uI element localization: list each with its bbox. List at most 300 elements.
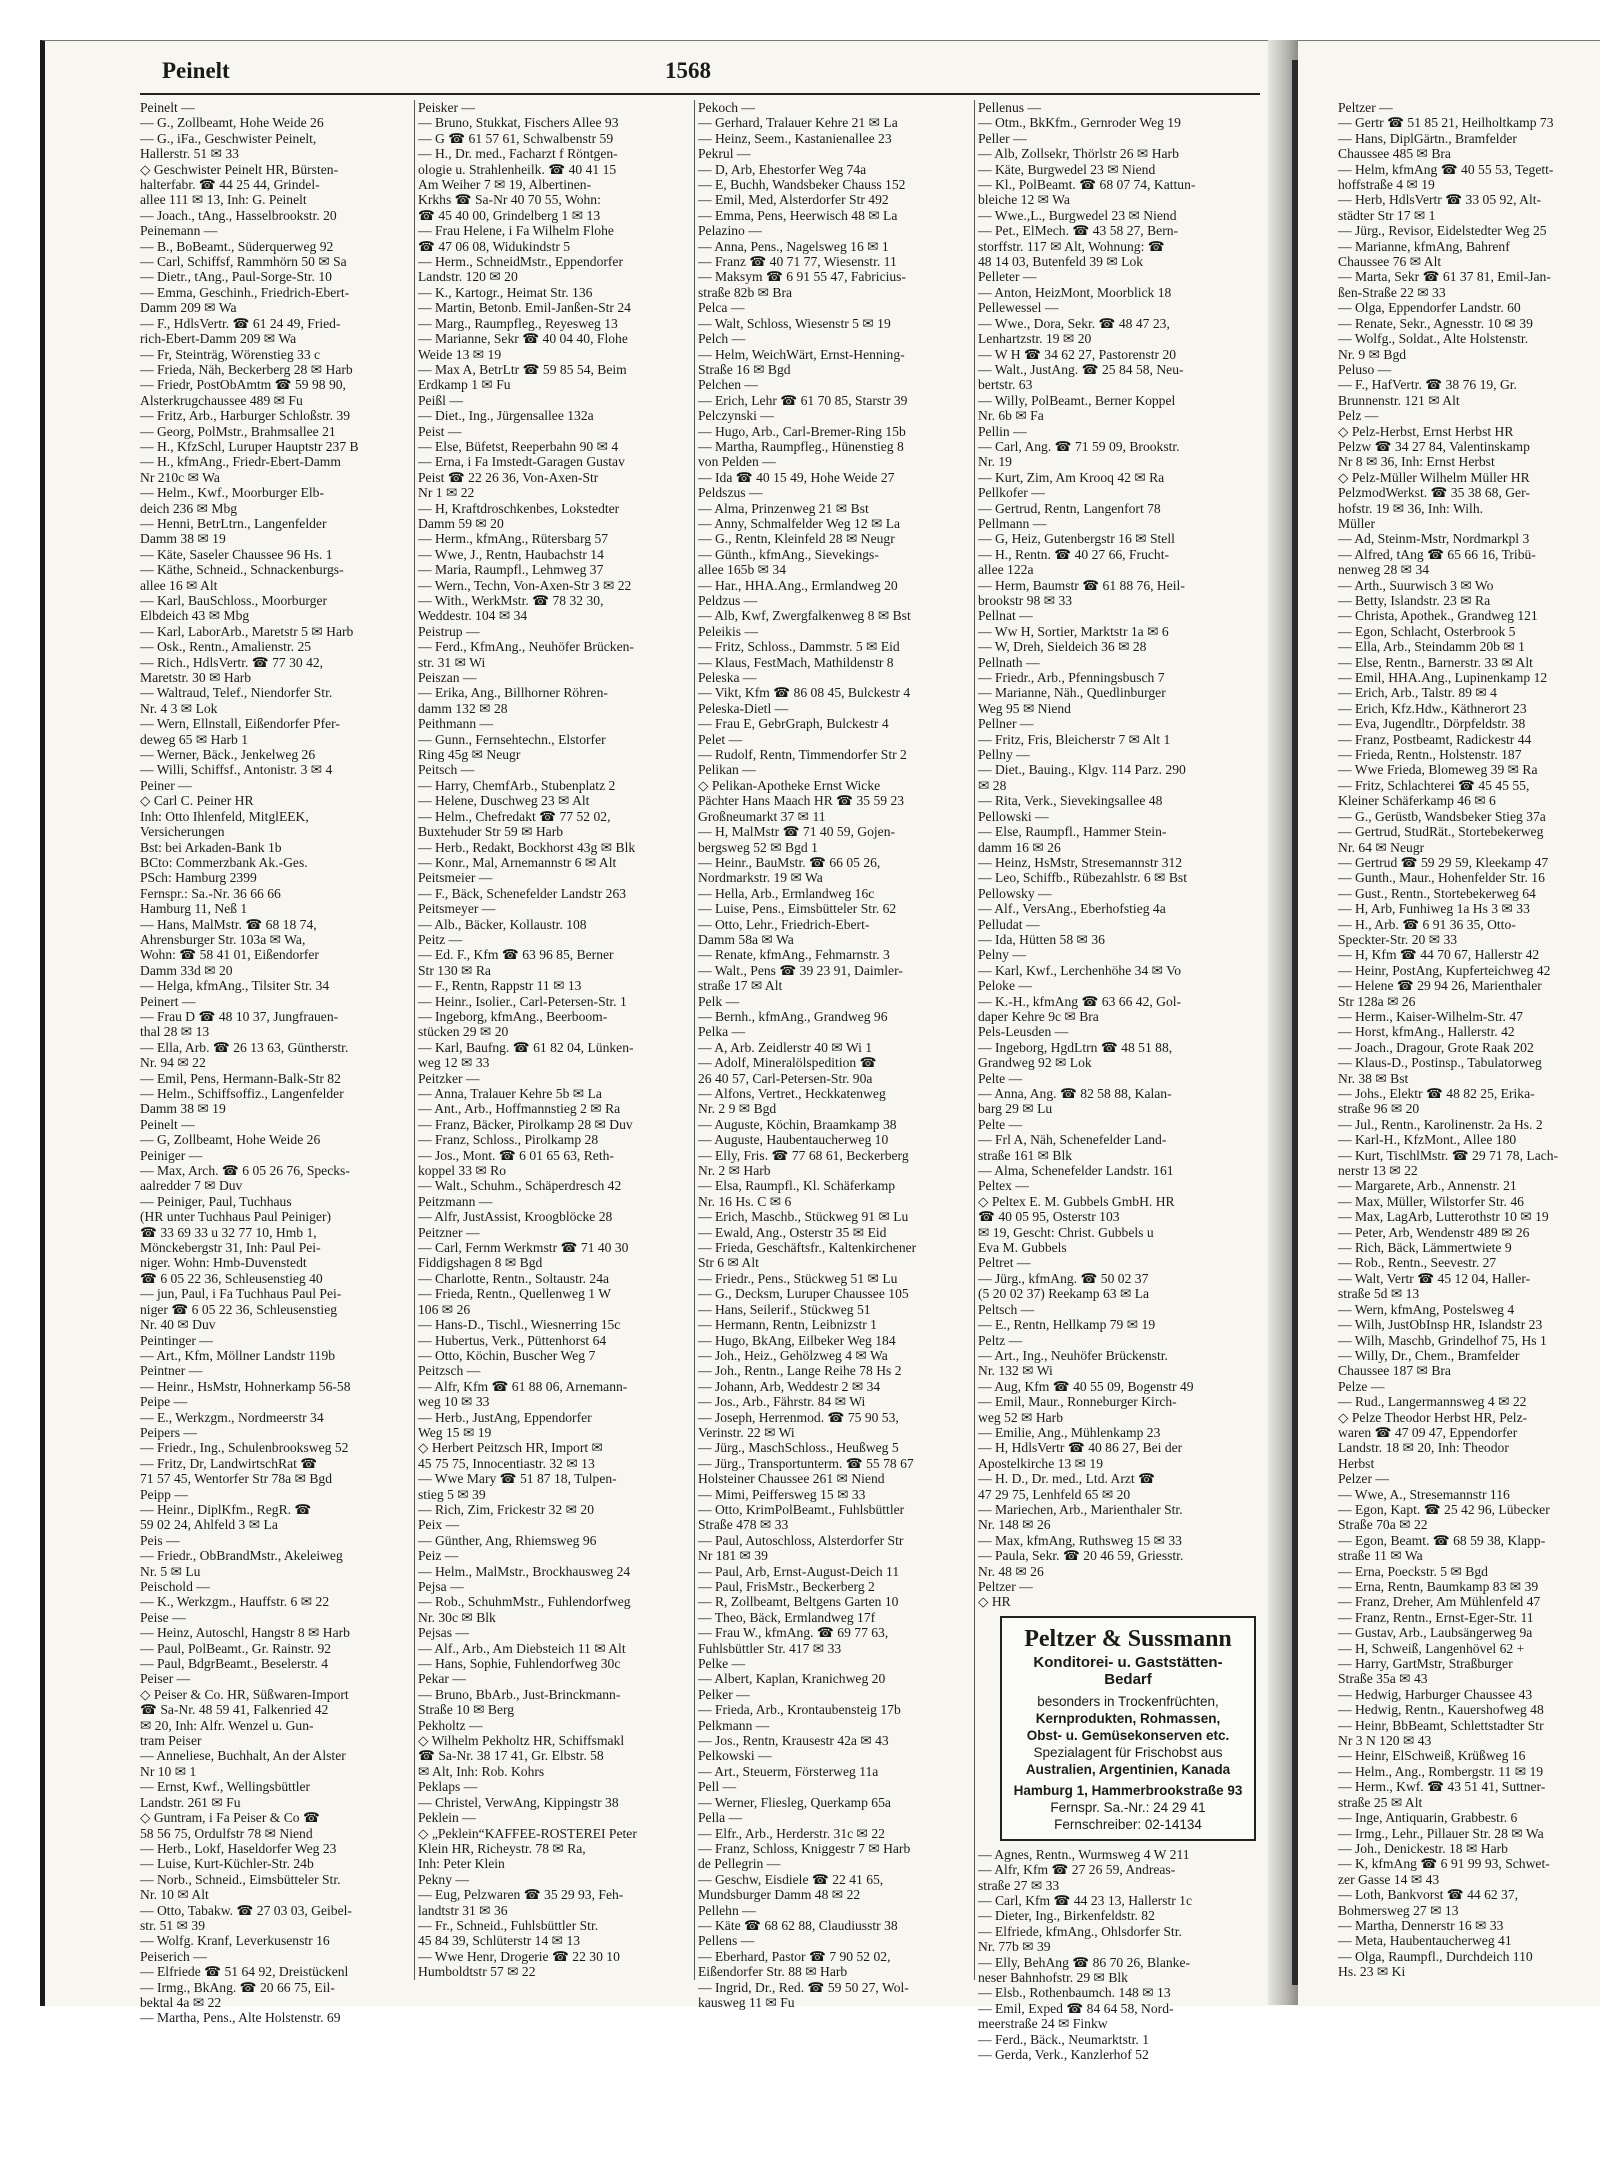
directory-entry-line: — H., Arb. ☎ 6 91 36 35, Otto- (1338, 916, 1516, 932)
directory-entry-line: (HR unter Tuchhaus Paul Peiniger) (140, 1209, 332, 1225)
directory-entry-line: — Fritz, Dr, LandwirtschRat ☎ (140, 1455, 318, 1471)
directory-entry-line: — Ad, Steinm-Mstr, Nordmarkpl 3 (1338, 531, 1530, 547)
directory-entry-line: — Luise, Kurt-Küchler-Str. 24b (140, 1856, 314, 1872)
directory-entry-line: ◇ Herbert Peitzsch HR, Import ✉ (418, 1440, 603, 1456)
directory-entry-line: — Gust., Rentn., Stortebekerweg 64 (1338, 885, 1536, 901)
directory-entry-line: Pelkmann — (698, 1717, 770, 1733)
directory-entry-line: Landstr. 261 ✉ Fu (140, 1794, 241, 1810)
directory-entry-line: — Gerda, Verk., Kanzlerhof 52 (978, 2047, 1149, 2063)
directory-entry-line: kausweg 11 ✉ Fu (698, 1994, 795, 2010)
directory-entry-line: — Ella, Arb., Steindamm 20b ✉ 1 (1338, 639, 1525, 655)
directory-entry-line: — Henni, BetrLtrn., Langenfelder (140, 515, 327, 531)
directory-entry-line: niger ☎ 6 05 22 36, Schleusenstieg (140, 1301, 338, 1317)
directory-entry-line: — Art., Ing., Neuhöfer Brückenstr. (978, 1347, 1168, 1363)
header-rule (140, 93, 1260, 95)
directory-entry-line: — Franz, Schloss., Pirolkamp 28 (418, 1132, 599, 1148)
directory-entry-line: — Friedr., ObBrandMstr., Akeleiweg (140, 1548, 343, 1564)
directory-entry-line: — Paula, Sekr. ☎ 20 46 59, Griesstr. (978, 1548, 1184, 1564)
directory-entry-line: — Else, Büfetst, Reeperbahn 90 ✉ 4 (418, 438, 619, 454)
directory-entry-line: Peitzner — (418, 1224, 480, 1240)
directory-entry-line: Nr. 40 ✉ Duv (140, 1317, 216, 1333)
directory-entry-line: — H, HdlsVertr ☎ 40 86 27, Bei der (978, 1440, 1183, 1456)
directory-entry-line: — Carl, Schiffsf, Rammhörn 50 ✉ Sa (140, 254, 347, 270)
directory-entry-line: — Alf., Arb., Am Diebsteich 11 ✉ Alt (418, 1640, 626, 1656)
directory-entry-line: straße 82b ✉ Bra (698, 284, 793, 300)
directory-entry-line: — Emma, Geschinh., Friedrich-Ebert- (140, 284, 350, 300)
directory-entry-line: — Osk., Rentn., Amalienstr. 25 (140, 639, 312, 655)
directory-entry-line: — Herb., Lokf, Haseldorfer Weg 23 (140, 1840, 337, 1856)
directory-entry-line: — Emma, Pens, Heerwisch 48 ✉ La (698, 207, 898, 223)
directory-entry-line: — Peter, Arb, Wendenstr 489 ✉ 26 (1338, 1224, 1530, 1240)
running-head-name: Peinelt (162, 58, 230, 83)
directory-entry-line: Peipers — (140, 1424, 198, 1440)
directory-entry-line: — F., Rentn, Rappstr 11 ✉ 13 (418, 978, 582, 994)
directory-entry-line: allee 165b ✉ 34 (698, 562, 787, 578)
directory-entry-line: — Gunth., Maur., Hohenfelder Str. 16 (1338, 870, 1545, 886)
directory-entry-line: Elbdeich 43 ✉ Mbg (140, 608, 250, 624)
directory-entry-line: — Otm., BkKfm., Gernroder Weg 19 (978, 115, 1181, 131)
directory-entry-line: daper Kehre 9c ✉ Bra (978, 1008, 1099, 1024)
directory-entry-line: Nr 10 ✉ 1 (140, 1763, 197, 1779)
directory-entry-line: — H., KfzSchl, Luruper Hauptstr 237 B (140, 438, 359, 454)
directory-entry-line: Erdkamp 1 ✉ Fu (418, 377, 511, 393)
directory-entry-line: Str 130 ✉ Ra (418, 962, 491, 978)
directory-entry-line: — Heinr., BauMstr. ☎ 66 05 26, (698, 854, 881, 870)
directory-entry-line: Müller (1338, 515, 1375, 531)
directory-entry-line: Peinelt — (140, 100, 195, 115)
directory-entry-line: — Ingrid, Dr., Red. ☎ 59 50 27, Wol- (698, 1979, 909, 1995)
directory-entry-line: — H., Dr. med., Facharzt f Röntgen- (418, 146, 618, 162)
directory-entry-line: — G., iFa., Geschwister Peinelt, (140, 130, 317, 146)
directory-entry-line: Nr. 48 ✉ 26 (978, 1563, 1044, 1579)
directory-entry-line: Peithmann — (418, 716, 494, 732)
directory-entry-line: — Paul, PolBeamt., Gr. Rainstr. 92 (140, 1640, 332, 1656)
column-rule (414, 100, 415, 1980)
ad-line: Spezialagent für Frischobst aus (1033, 1744, 1223, 1760)
directory-entry-line: Straße 478 ✉ 33 (698, 1517, 789, 1533)
directory-entry-line: — Karl, BauSchloss., Moorburger (140, 593, 328, 608)
directory-entry-line: Peltret — (978, 1255, 1031, 1271)
directory-entry-line: neser Bahnhofstr. 29 ✉ Blk (978, 1970, 1128, 1986)
directory-entry-line: Straße 35a ✉ 43 (1338, 1671, 1428, 1687)
directory-entry-line: Apostelkirche 13 ✉ 19 (978, 1455, 1104, 1471)
directory-entry-line: — Max A, BetrLtr ☎ 59 85 54, Beim (418, 361, 627, 377)
directory-entry-line: ◇ „Peklein“KAFFEE-ROSTEREI Peter (418, 1825, 637, 1841)
directory-entry-line: — Wilh, JustObInsp HR, Islandstr 23 (1338, 1317, 1543, 1333)
directory-entry-line: — Max, Arch. ☎ 6 05 26 76, Specks- (140, 1163, 350, 1179)
ad-title: Peltzer & Sussmann (1024, 1625, 1232, 1652)
directory-entry-line: — Gerhard, Tralauer Kehre 21 ✉ La (698, 115, 898, 131)
directory-entry-line: — Egon, Schlacht, Osterbrook 5 (1338, 623, 1516, 639)
directory-entry-line: — K.-H., kfmAng ☎ 63 66 42, Gol- (978, 993, 1182, 1009)
directory-entry-line: — Diet., Bauing., Klgv. 114 Parz. 290 (978, 762, 1186, 778)
directory-entry-line: — Heinr., HsMstr, Hohnerkamp 56-58 (140, 1378, 351, 1394)
directory-entry-line: — Herm, Baumstr ☎ 61 88 76, Heil- (978, 577, 1185, 593)
directory-entry-line: — Friedr, PostObAmtm ☎ 59 98 90, (140, 377, 346, 393)
directory-entry-line: ◇ Peltex E. M. Gubbels GmbH. HR (978, 1193, 1175, 1209)
directory-entry-line: — Eug, Pelzwaren ☎ 35 29 93, Feh- (418, 1887, 624, 1903)
directory-entry-line: — Frieda, Rentn., Quellenweg 1 W (418, 1286, 612, 1302)
directory-entry-line: — K, kfmAng ☎ 6 91 99 93, Schwet- (1338, 1856, 1550, 1872)
directory-entry-line: — Wilh, Maschb, Grindelhof 75, Hs 1 (1338, 1332, 1547, 1348)
directory-entry-line: — W, Dreh, Sieldeich 36 ✉ 28 (978, 639, 1147, 655)
directory-entry-line: Chaussee 76 ✉ Alt (1338, 254, 1442, 270)
directory-entry-line: Pellin — (978, 423, 1027, 439)
directory-entry-line: Pelzer — (1338, 1471, 1389, 1487)
directory-entry-line: — Günth., kfmAng., Sievekings- (698, 546, 879, 562)
directory-entry-line: — F., Bäck, Schenefelder Landstr 263 (418, 885, 627, 901)
directory-entry-line: — Wolfg., Soldat., Alte Holstenstr. (1338, 331, 1529, 347)
directory-entry-line: Chaussee 485 ✉ Bra (1338, 146, 1451, 162)
directory-entry-line: ßen-Straße 22 ✉ 33 (1338, 284, 1446, 300)
directory-entry-line: Landstr. 120 ✉ 20 (418, 269, 518, 285)
directory-entry-line: — Margarete, Arb., Annenstr. 21 (1338, 1178, 1517, 1194)
directory-entry-line: Nr. 4 3 ✉ Lok (140, 700, 218, 716)
right-page-edge (1292, 60, 1298, 1985)
directory-entry-line: — Herm., Kaiser-Wilhelm-Str. 47 (1338, 1008, 1523, 1024)
directory-entry-line: — Elsb., Rothenbaumch. 148 ✉ 13 (978, 1985, 1171, 2001)
directory-entry-line: Pejsa — (418, 1579, 464, 1594)
directory-entry-line: — Erna, Poeckstr. 5 ✉ Bgd (1338, 1563, 1488, 1579)
directory-entry-line: — Wwe., Dora, Sekr. ☎ 48 47 23, (978, 315, 1170, 331)
ad-line: besonders in Trockenfrüchten, (1037, 1693, 1219, 1709)
directory-entry-line: — With., WerkMstr. ☎ 78 32 30, (418, 593, 604, 608)
directory-entry-line: BCto: Commerzbank Ak.-Ges. (140, 854, 308, 870)
directory-entry-line: Damm 33d ✉ 20 (140, 962, 233, 978)
directory-entry-line: — Luise, Pens., Eimsbütteler Str. 62 (698, 901, 897, 917)
directory-entry-line: — Leo, Schiffb., Rübezahlstr. 6 ✉ Bst (978, 870, 1187, 886)
directory-entry-line: — Paul, BdgrBeamt., Beselerstr. 4 (140, 1656, 329, 1672)
directory-entry-line: — Otto, Lehr., Friedrich-Ebert- (698, 916, 870, 932)
directory-entry-line: Pelleter — (978, 269, 1037, 285)
directory-entry-line: — Klaus-D., Postinsp., Tabulatorweg (1338, 1055, 1542, 1071)
directory-entry-line: — Heinr, PostAng, Kupferteichweg 42 (1338, 962, 1551, 978)
directory-entry-line: — Theo, Bäck, Ermlandweg 17f (698, 1609, 876, 1625)
ad-line: Australien, Argentinien, Kanada (1025, 1761, 1231, 1777)
directory-entry-line: — Helm., Chefredakt ☎ 77 52 02, (418, 808, 611, 824)
directory-entry-line: — Meta, Haubentaucherweg 41 (1338, 1933, 1512, 1949)
directory-entry-line: — Kl., PolBeamt. ☎ 68 07 74, Kattun- (978, 177, 1196, 193)
directory-entry-line: Straße 10 ✉ Berg (418, 1702, 515, 1718)
directory-entry-line: — Herm., Kwf. ☎ 43 51 41, Suttner- (1338, 1779, 1546, 1795)
directory-entry-line: — Marg., Raumpfleg., Reyesweg 13 (418, 315, 618, 331)
directory-entry-line: — Ferd., KfmAng., Neuhöfer Brücken- (418, 639, 634, 655)
directory-entry-line: Chaussee 187 ✉ Bra (1338, 1363, 1451, 1379)
directory-entry-line: — Werner, Bäck., Jenkelweg 26 (140, 747, 316, 763)
directory-entry-line: — Kurt, Zim, Am Krooq 42 ✉ Ra (978, 469, 1165, 485)
directory-entry-line: Pellny — (978, 747, 1030, 763)
directory-entry-line: — Hans-D., Tischl., Wiesnerring 15c (418, 1317, 621, 1333)
directory-entry-line: — Franz, Postbeamt, Radickestr 44 (1338, 731, 1532, 747)
directory-entry-line: — G., Gerüstb, Wandsbeker Stieg 37a (1338, 808, 1546, 824)
directory-entry-line: — G., Zollbeamt, Hohe Weide 26 (140, 115, 324, 131)
directory-entry-line: Nr. 2 ✉ Harb (698, 1163, 771, 1179)
directory-entry-line: — Heinr., DiplKfm., RegR. ☎ (140, 1501, 312, 1517)
directory-entry-line: — Elfriede, kfmAng., Ohlsdorfer Str. (978, 1923, 1182, 1939)
directory-entry-line: — Hans, DiplGärtn., Bramfelder (1338, 130, 1517, 146)
directory-column-5-right-page (1338, 100, 1600, 1980)
directory-entry-line: ◇ Geschwister Peinelt HR, Bürsten- (140, 161, 339, 177)
directory-entry-line: Ahrensburger Str. 103a ✉ Wa, (140, 931, 306, 947)
directory-entry-line: — Herb, HdlsVertr ☎ 33 05 92, Alt- (1338, 192, 1542, 208)
directory-entry-line: — Otto, Tabakw. ☎ 27 03 03, Geibel- (140, 1902, 352, 1918)
directory-entry-line: — Renate, Sekr., Agnesstr. 10 ✉ 39 (1338, 315, 1533, 331)
directory-entry-line: barg 29 ✉ Lu (978, 1101, 1053, 1117)
directory-entry-line: straße 11 ✉ Wa (1338, 1548, 1423, 1564)
directory-entry-line: — Marianne, kfmAng, Bahrenf (1338, 238, 1510, 254)
directory-entry-line: Pelchen — (698, 377, 759, 393)
directory-entry-line: Pelca — (698, 300, 745, 316)
directory-entry-line: — Martha, Raumpfleg., Hünenstieg 8 (698, 438, 904, 454)
directory-entry-line: nerstr 13 ✉ 22 (1338, 1163, 1418, 1179)
directory-entry-line: — Friedr., Arb., Pfenningsbusch 7 (978, 670, 1165, 686)
directory-entry-line: 48 14 03, Butenfeld 39 ✉ Lok (978, 254, 1144, 270)
directory-entry-line: — Ingeborg, HgdLtrn ☎ 48 51 88, (978, 1039, 1173, 1055)
directory-entry-line: Landstr. 18 ✉ 20, Inh: Theodor (1338, 1440, 1509, 1456)
directory-entry-line: Peischold — (140, 1579, 210, 1594)
directory-entry-line: — Arth., Suurwisch 3 ✉ Wo (1338, 577, 1494, 593)
directory-entry-line: Pelludat — (978, 916, 1040, 932)
directory-entry-line: Peinelt — (140, 1116, 195, 1132)
directory-entry-line: landtstr 31 ✉ 36 (418, 1902, 508, 1918)
directory-entry-line: ☎ 40 05 95, Osterstr 103 (978, 1209, 1120, 1225)
directory-entry-line: Pelny — (978, 947, 1026, 963)
directory-entry-line: Pellenus — (978, 100, 1042, 115)
directory-entry-line: — Wolfg. Kranf, Leverkusenstr 16 (140, 1933, 330, 1949)
directory-entry-line: Peltzer — (978, 1579, 1033, 1594)
directory-entry-line: 59 02 24, Ahlfeld 3 ✉ La (140, 1517, 278, 1533)
directory-entry-line: — Alb, Kwf, Zwergfalkenweg 8 ✉ Bst (698, 608, 911, 624)
directory-entry-line: — Irmg., Lehr., Pillauer Str. 28 ✉ Wa (1338, 1825, 1544, 1841)
directory-entry-line: ✉ 19, Gescht: Christ. Gubbels u (978, 1224, 1154, 1240)
directory-entry-line: — Loth, Bankvorst ☎ 44 62 37, (1338, 1887, 1519, 1903)
directory-entry-line: ◇ Pelikan-Apotheke Ernst Wicke (698, 777, 881, 793)
directory-entry-line: — Hans, Seilerif., Stückweg 51 (698, 1301, 871, 1317)
directory-entry-line: Kleiner Schäferkamp 46 ✉ 6 (1338, 793, 1496, 809)
directory-entry-line: — Elsa, Raumpfl., Kl. Schäferkamp (698, 1178, 896, 1194)
directory-entry-line: — Alf., VersAng., Eberhofstieg 4a (978, 901, 1166, 917)
directory-entry-line: ◇ Wilhelm Pekholtz HR, Schiffsmakl (418, 1733, 625, 1749)
directory-entry-line: Peitsmeyer — (418, 901, 496, 917)
directory-entry-line: Mundsburger Damm 48 ✉ 22 (698, 1887, 861, 1903)
directory-entry-line: — G, Heiz, Gutenbergstr 16 ✉ Stell (978, 531, 1175, 547)
directory-entry-line: PSch: Hamburg 2399 (140, 870, 257, 886)
directory-entry-line: Peise — (140, 1609, 186, 1625)
directory-entry-line: Pellowsky — (978, 885, 1052, 901)
directory-entry-line: Peipe — (140, 1394, 188, 1410)
directory-entry-line: — Auguste, Köchin, Braamkamp 38 (698, 1116, 897, 1132)
directory-entry-line: Nr 3 N 120 ✉ 43 (1338, 1733, 1432, 1749)
directory-entry-line: — K., Kartogr., Heimat Str. 136 (418, 284, 593, 300)
directory-entry-line: 47 29 75, Lenhfeld 65 ✉ 20 (978, 1486, 1131, 1502)
directory-entry-line: — Johann, Arb, Weddestr 2 ✉ 34 (698, 1378, 881, 1394)
directory-entry-line: Nr. 9 ✉ Bgd (1338, 346, 1407, 362)
directory-entry-line: storffstr. 117 ✉ Alt, Wohnung: ☎ (978, 238, 1165, 254)
directory-entry-line: Peitsmeier — (418, 870, 493, 886)
directory-entry-line: — Else, Rentn., Barnerstr. 33 ✉ Alt (1338, 654, 1533, 670)
directory-entry-line: Hs. 23 ✉ Ki (1338, 1964, 1406, 1980)
directory-entry-line: — H, Kraftdroschkenbes, Lokstedter (418, 500, 620, 516)
directory-entry-line: Großneumarkt 37 ✉ 11 (698, 808, 826, 824)
directory-entry-line: — Käte ☎ 68 62 88, Claudiusstr 38 (698, 1917, 898, 1933)
directory-entry-line: — Jürg., Revisor, Eidelstedter Weg 25 (1338, 223, 1547, 239)
directory-entry-line: — Klaus, FestMach, Mathildenstr 8 (698, 654, 894, 670)
directory-entry-line: — Heinz, Autoschl, Hangstr 8 ✉ Harb (140, 1625, 350, 1641)
directory-entry-line: — Herb., JustAng, Eppendorfer (418, 1409, 592, 1425)
directory-entry-line: Eißendorfer Str. 88 ✉ Harb (698, 1964, 848, 1980)
directory-entry-line: — K., Werkzgm., Hauffstr. 6 ✉ 22 (140, 1594, 330, 1610)
directory-entry-line: — Anny, Schmalfelder Weg 12 ✉ La (698, 515, 901, 531)
directory-entry-line: — Fr, Steinträg, Wörenstieg 33 c (140, 346, 321, 362)
directory-entry-line: — Erich, Maschb., Stückweg 91 ✉ Lu (698, 1209, 909, 1225)
directory-entry-line: Maretstr. 30 ✉ Harb (140, 670, 252, 686)
directory-entry-line: — Emil, Med, Alsterdorfer Str 492 (698, 192, 889, 208)
directory-entry-line: Ring 45g ✉ Neugr (418, 747, 521, 763)
directory-entry-line: — Helm., Kwf., Moorburger Elb- (140, 485, 324, 501)
directory-entry-line: Peipp — (140, 1486, 188, 1502)
directory-entry-line: — Anton, HeizMont, Moorblick 18 (978, 284, 1172, 300)
directory-entry-line: Pekny — (418, 1871, 469, 1887)
directory-entry-line: — Wwe Henr, Drogerie ☎ 22 30 10 (418, 1948, 620, 1964)
directory-entry-line: — Rudolf, Rentn, Timmendorfer Str 2 (698, 747, 907, 763)
directory-entry-line: — R, Zollbeamt, Beltgens Garten 10 (698, 1594, 899, 1610)
directory-entry-line: Pelazino — (698, 223, 762, 239)
directory-entry-line: 58 56 75, Ordulfstr 78 ✉ Niend (140, 1825, 313, 1841)
directory-entry-line: — Georg, PolMstr., Brahmsallee 21 (140, 423, 336, 439)
directory-entry-line: niger. Wohn: Hmb-Duvenstedt (140, 1255, 307, 1271)
directory-entry-line: Peiszan — (418, 670, 477, 686)
directory-entry-line: — Frau E, GebrGraph, Bulckestr 4 (698, 716, 889, 732)
directory-entry-line: — Friedr., Ing., Schulenbrooksweg 52 (140, 1440, 349, 1456)
directory-entry-line: — G., Decksm, Luruper Chaussee 105 (698, 1286, 909, 1302)
directory-entry-line: — E., Werkzgm., Nordmeerstr 34 (140, 1409, 324, 1425)
directory-entry-line: deweg 65 ✉ Harb 1 (140, 731, 249, 747)
directory-entry-line: Nr 181 ✉ 39 (698, 1548, 768, 1564)
directory-entry-line: — G ☎ 61 57 61, Schwalbenstr 59 (418, 130, 614, 146)
directory-entry-line: — Willy, PolBeamt., Berner Koppel (978, 392, 1176, 408)
directory-entry-line: — Emilie, Ang., Mühlenkamp 23 (978, 1424, 1161, 1440)
directory-entry-line: Holsteiner Chaussee 261 ✉ Niend (698, 1471, 885, 1487)
directory-entry-line: Pellewessel — (978, 300, 1059, 316)
directory-entry-line: weg 52 ✉ Harb (978, 1409, 1064, 1425)
column-rule (974, 100, 975, 1980)
directory-entry-line: brookstr 98 ✉ 33 (978, 593, 1073, 608)
directory-entry-line: Pellmann — (978, 515, 1047, 531)
directory-entry-line: — Olga, Raumpfl., Durchdeich 110 (1338, 1948, 1533, 1964)
directory-entry-line: weg 12 ✉ 33 (418, 1055, 490, 1071)
directory-entry-line: straße 27 ✉ 33 (978, 1877, 1060, 1893)
directory-entry-line: — F., HafVertr. ☎ 38 76 19, Gr. (1338, 377, 1517, 393)
directory-entry-line: Str 128a ✉ 26 (1338, 993, 1416, 1009)
directory-entry-line: Peiner — (140, 777, 192, 793)
directory-entry-line: — Rob., Rentn., Seevestr. 27 (1338, 1255, 1497, 1271)
directory-entry-line: — Walt., JustAng. ☎ 25 84 58, Neu- (978, 361, 1184, 377)
directory-entry-line: — Joach., Dragour, Grote Raak 202 (1338, 1039, 1534, 1055)
directory-entry-line: Grandweg 92 ✉ Lok (978, 1055, 1092, 1071)
directory-entry-line: Lenhartzstr. 19 ✉ 20 (978, 331, 1092, 347)
directory-entry-line: Pellner — (978, 716, 1034, 732)
directory-entry-line: Klein HR, Richeystr. 78 ✉ Ra, (418, 1840, 586, 1856)
directory-entry-line: städter Str 17 ✉ 1 (1338, 207, 1436, 223)
directory-entry-line: Pelkowski — (698, 1748, 772, 1764)
directory-entry-line: — Bruno, BbArb., Just-Brinckmann- (418, 1686, 621, 1702)
directory-entry-line: — Walt., Pens ☎ 39 23 91, Daimler- (698, 962, 903, 978)
directory-entry-line: Verinstr. 22 ✉ Wi (698, 1424, 795, 1440)
directory-entry-line: — Walt, Vertr ☎ 45 12 04, Haller- (1338, 1270, 1531, 1286)
directory-entry-line: — Emil, Exped ☎ 84 64 58, Nord- (978, 2000, 1174, 2016)
directory-entry-line: — Hans, MalMstr. ☎ 68 18 74, (140, 916, 317, 932)
directory-entry-line: — Herm., kfmAng., Rütersbarg 57 (418, 531, 609, 547)
directory-entry-line: — Elfriede ☎ 51 64 92, Dreistückenl (140, 1964, 349, 1980)
directory-entry-line: — F., HdlsVertr. ☎ 61 24 49, Fried- (140, 315, 341, 331)
directory-entry-line: — Joh., Heiz., Gehölzweg 4 ✉ Wa (698, 1347, 888, 1363)
directory-entry-line: hoffstraße 4 ✉ 19 (1338, 177, 1435, 193)
directory-entry-line: — Günther, Ang, Rhiemsweg 96 (418, 1532, 597, 1548)
directory-entry-line: Fuhlsbüttler Str. 417 ✉ 33 (698, 1640, 842, 1656)
directory-entry-line: Speckter-Str. 20 ✉ 33 (1338, 931, 1458, 947)
directory-entry-line: — Heinz, HsMstr, Stresemannstr 312 (978, 854, 1183, 870)
directory-entry-line: — Marianne, Näh., Quedlinburger (978, 685, 1166, 701)
directory-entry-line: — Pet., ElMech. ☎ 43 58 27, Bern- (978, 223, 1179, 239)
directory-entry-line: Peitz — (418, 931, 463, 947)
directory-entry-line: rich-Ebert-Damm 209 ✉ Wa (140, 331, 297, 347)
directory-entry-line: — Fr., Schneid., Fuhlsbüttler Str. (418, 1917, 599, 1933)
directory-entry-line: — Frau W., kfmAng. ☎ 69 77 63, (698, 1625, 889, 1641)
directory-entry-line: — Jos., Rentn, Krausestr 42a ✉ 43 (698, 1733, 889, 1749)
directory-entry-line: — Joh., Denickestr. 18 ✉ Harb (1338, 1840, 1508, 1856)
directory-entry-line: — Eva, Jugendltr., Dörpfeldstr. 38 (1338, 716, 1526, 732)
directory-entry-line: Pellnath — (978, 654, 1040, 670)
directory-entry-line: — Alfr, JustAssist, Kroogblöcke 28 (418, 1209, 613, 1225)
directory-entry-line: — Alfons, Vertret., Heckkatenweg (698, 1086, 886, 1101)
directory-entry-line: Pelte — (978, 1070, 1023, 1086)
directory-entry-line: — Alb, Zollsekr, Thörlstr 26 ✉ Harb (978, 146, 1179, 162)
directory-entry-line: — Wern, kfmAng, Postelsweg 4 (1338, 1301, 1515, 1317)
directory-entry-line: — Alfred, tAng ☎ 65 66 16, Tribü- (1338, 546, 1536, 562)
directory-entry-line: — Gertr ☎ 51 85 21, Heilholtkamp 73 (1338, 115, 1554, 131)
directory-entry-line: — Elly, BehAng ☎ 86 70 26, Blanke- (978, 1954, 1191, 1970)
directory-entry-line: 106 ✉ 26 (418, 1301, 471, 1317)
directory-entry-line: Pell — (698, 1779, 737, 1795)
directory-entry-line: Pelker — (698, 1686, 750, 1702)
directory-entry-line: ☎ 47 06 08, Widukindstr 5 (418, 238, 571, 254)
directory-entry-line: — Gunn., Fernsehtechn., Elstorfer (418, 731, 606, 747)
directory-entry-line: — Herm., SchneidMstr., Eppendorfer (418, 254, 623, 270)
directory-entry-line: — Frl A, Näh, Schenefelder Land- (978, 1132, 1167, 1148)
directory-entry-line: Peltzer — (1338, 100, 1393, 115)
directory-entry-line: Pellens — (698, 1933, 755, 1949)
directory-entry-line: — H, MalMstr ☎ 71 40 59, Gojen- (698, 824, 896, 840)
directory-entry-line: — Alfr, Kfm ☎ 61 88 06, Arnemann- (418, 1378, 628, 1394)
directory-entry-line: — Erna, Rentn, Baumkamp 83 ✉ 39 (1338, 1579, 1539, 1594)
directory-entry-line: Peistrup — (418, 623, 480, 639)
directory-entry-line: Nr 210c ✉ Wa (140, 469, 220, 485)
directory-entry-line: — Ferd., Bäck., Neumarktstr. 1 (978, 2031, 1150, 2047)
directory-entry-line: — Jos., Mont. ☎ 6 01 65 63, Reth- (418, 1147, 614, 1163)
directory-entry-line: str. 51 ✉ 39 (140, 1917, 206, 1933)
ad-line: Obst- u. Gemüsekonserven etc. (1026, 1727, 1230, 1743)
directory-entry-line: — Renate, kfmAng., Fehmarnstr. 3 (698, 947, 890, 963)
directory-entry-line: — Maksym ☎ 6 91 55 47, Fabricius- (698, 269, 906, 285)
directory-entry-line: — Hugo, Arb., Carl-Bremer-Ring 15b (698, 423, 906, 439)
directory-entry-line: — Ernst, Kwf., Wellingsbüttler (140, 1779, 311, 1795)
directory-entry-line: Peleikis — (698, 623, 759, 639)
directory-entry-line: — Fritz, Arb., Harburger Schloßstr. 39 (140, 408, 351, 424)
directory-entry-line: — E., Rentn, Hellkamp 79 ✉ 19 (978, 1317, 1156, 1333)
directory-entry-line: — H. D., Dr. med., Ltd. Arzt ☎ (978, 1471, 1156, 1487)
directory-entry-line: — Martha, Dennerstr 16 ✉ 33 (1338, 1917, 1504, 1933)
directory-entry-line: — Karl, LaborArb., Maretstr 5 ✉ Harb (140, 623, 354, 639)
